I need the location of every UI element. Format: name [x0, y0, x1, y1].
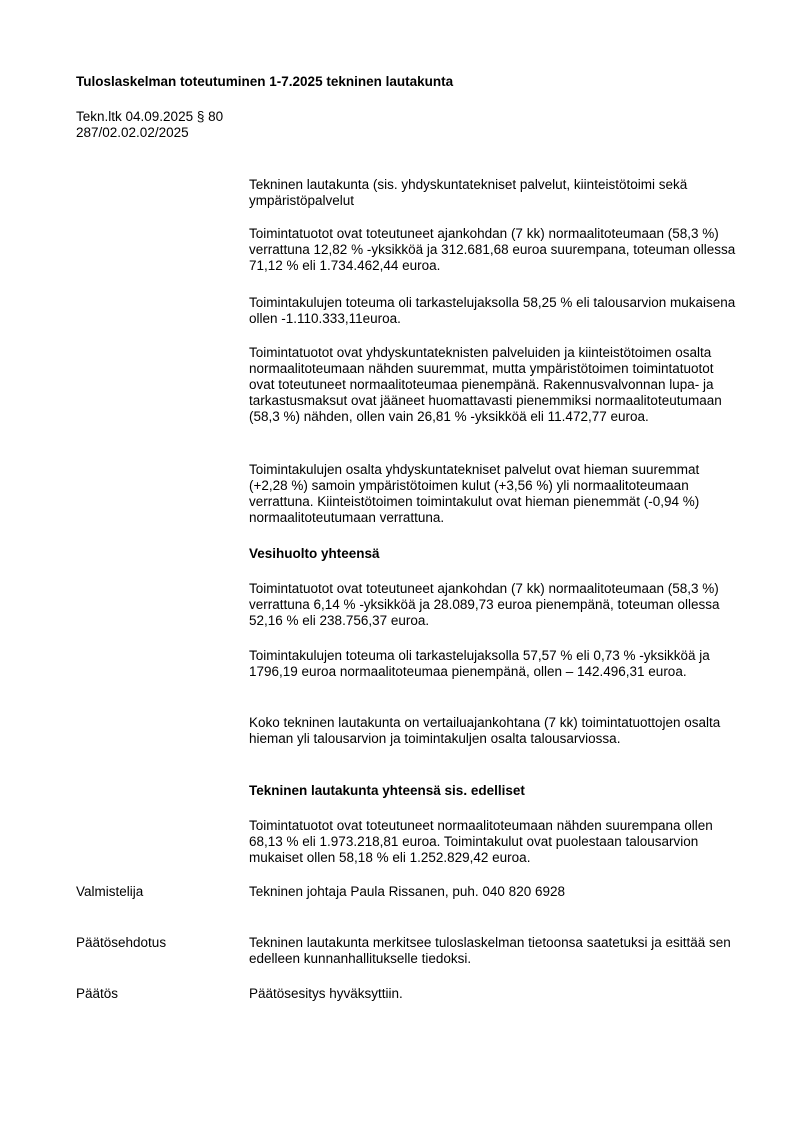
paragraph-4-text: Toimintakulujen osalta yhdyskuntatekniset palvelut ovat hieman suuremmat (+2,28 %) samoin ympäristötoimen kulut (+3,56 %) yli normaalitoteumaan verrattuna. Kiinteistötoimen toimintakulut ovat hieman pienemmät (-0,94 %) normaalitoteutumaan verrattuna.: [249, 462, 700, 525]
paatosehdotus-value: Tekninen lautakunta merkitsee tuloslaskelman tietoonsa saatetuksi ja esittää sen edelleen kunnanhallitukselle tiedoksi.: [249, 935, 731, 966]
paatos-label: Päätös: [76, 986, 119, 1001]
paragraph-4: [249, 462, 739, 526]
paatos-value: Päätösesitys hyväksyttiin.: [249, 986, 403, 1001]
paragraph-5-text: Toimintatuotot ovat toteutuneet ajankohdan (7 kk) normaalitoteumaan (58,3 %) verrattuna 6,14 % -yksikköä ja 28.089,73 euroa pienempänä, toteuman ollessa 52,16 % eli 238.756,37 euroa.: [249, 581, 720, 628]
paragraph-6: [249, 648, 739, 680]
paragraph-1: [249, 226, 739, 274]
paatosehdotus-label: Päätösehdotus: [76, 935, 167, 950]
paragraph-8-text: Toimintatuotot ovat toteutuneet normaalitoteumaan nähden suurempana ollen 68,13 % eli 1.973.218,81 euroa. Toimintakulut ovat puolestaan talousarvion mukaiset ollen 58,18 % eli 1.252.829,42 euroa.: [249, 818, 713, 865]
paragraph-8: [249, 818, 739, 866]
paragraph-3-text: Toimintatuotot ovat yhdyskuntateknisten palveluiden ja kiinteistötoimen osalta normaalitoteumaan nähden suuremmat, mutta ympäristötoimen toimintatuotot ovat toteutuneet normaalitoteumaa pienempänä. Rakennusvalvonnan lupa- ja tarkastusmaksut ovat jääneet huomattavasti pienemmiksi normaalitoteutumaan (58,3 %) nähden, ollen vain 26,81 % -yksikköä eli 11.472,77 euroa.: [249, 345, 722, 424]
paragraph-7-text: Koko tekninen lautakunta on vertailuajankohtana (7 kk) toimintatuottojen osalta hieman yli talousarvion ja toimintakuljen osalta talousarviossa.: [249, 715, 721, 746]
paragraph-2: [249, 295, 739, 327]
intro-paragraph: [249, 177, 739, 209]
document-meta: [76, 109, 223, 141]
paragraph-3: [249, 345, 739, 425]
meeting-reference: Tekn.ltk 04.09.2025 § 80: [76, 109, 224, 124]
record-number: 287/02.02.02/2025: [76, 125, 189, 140]
intro-text: Tekninen lautakunta (sis. yhdyskuntatekniset palvelut, kiinteistötoimi sekä ympäristöpalvelut: [249, 177, 688, 208]
paragraph-5: [249, 581, 739, 629]
section-heading-total: Tekninen lautakunta yhteensä sis. edelliset: [249, 783, 525, 798]
valmistelija-value: Tekninen johtaja Paula Rissanen, puh. 040 820 6928: [249, 884, 565, 899]
paragraph-7: [249, 715, 739, 747]
paragraph-1-text: Toimintatuotot ovat toteutuneet ajankohdan (7 kk) normaalitoteumaan (58,3 %) verrattuna 12,82 % -yksikköä ja 312.681,68 euroa suurempana, toteuman ollessa 71,12 % eli 1.734.462,44 euroa.: [249, 226, 736, 273]
paragraph-2-text: Toimintakulujen toteuma oli tarkastelujaksolla 58,25 % eli talousarvion mukaisena ollen -1.110.333,11euroa.: [249, 295, 736, 326]
paragraph-6-text: Toimintakulujen toteuma oli tarkastelujaksolla 57,57 % eli 0,73 % -yksikköä ja 1796,19 euroa normaalitoteumaa pienempänä, ollen – 142.496,31 euroa.: [249, 648, 710, 679]
document-title: Tuloslaskelman toteutuminen 1-7.2025 tekninen lautakunta: [76, 74, 454, 89]
section-heading-vesihuolto: Vesihuolto yhteensä: [249, 546, 380, 561]
valmistelija-label: Valmistelija: [76, 884, 144, 899]
